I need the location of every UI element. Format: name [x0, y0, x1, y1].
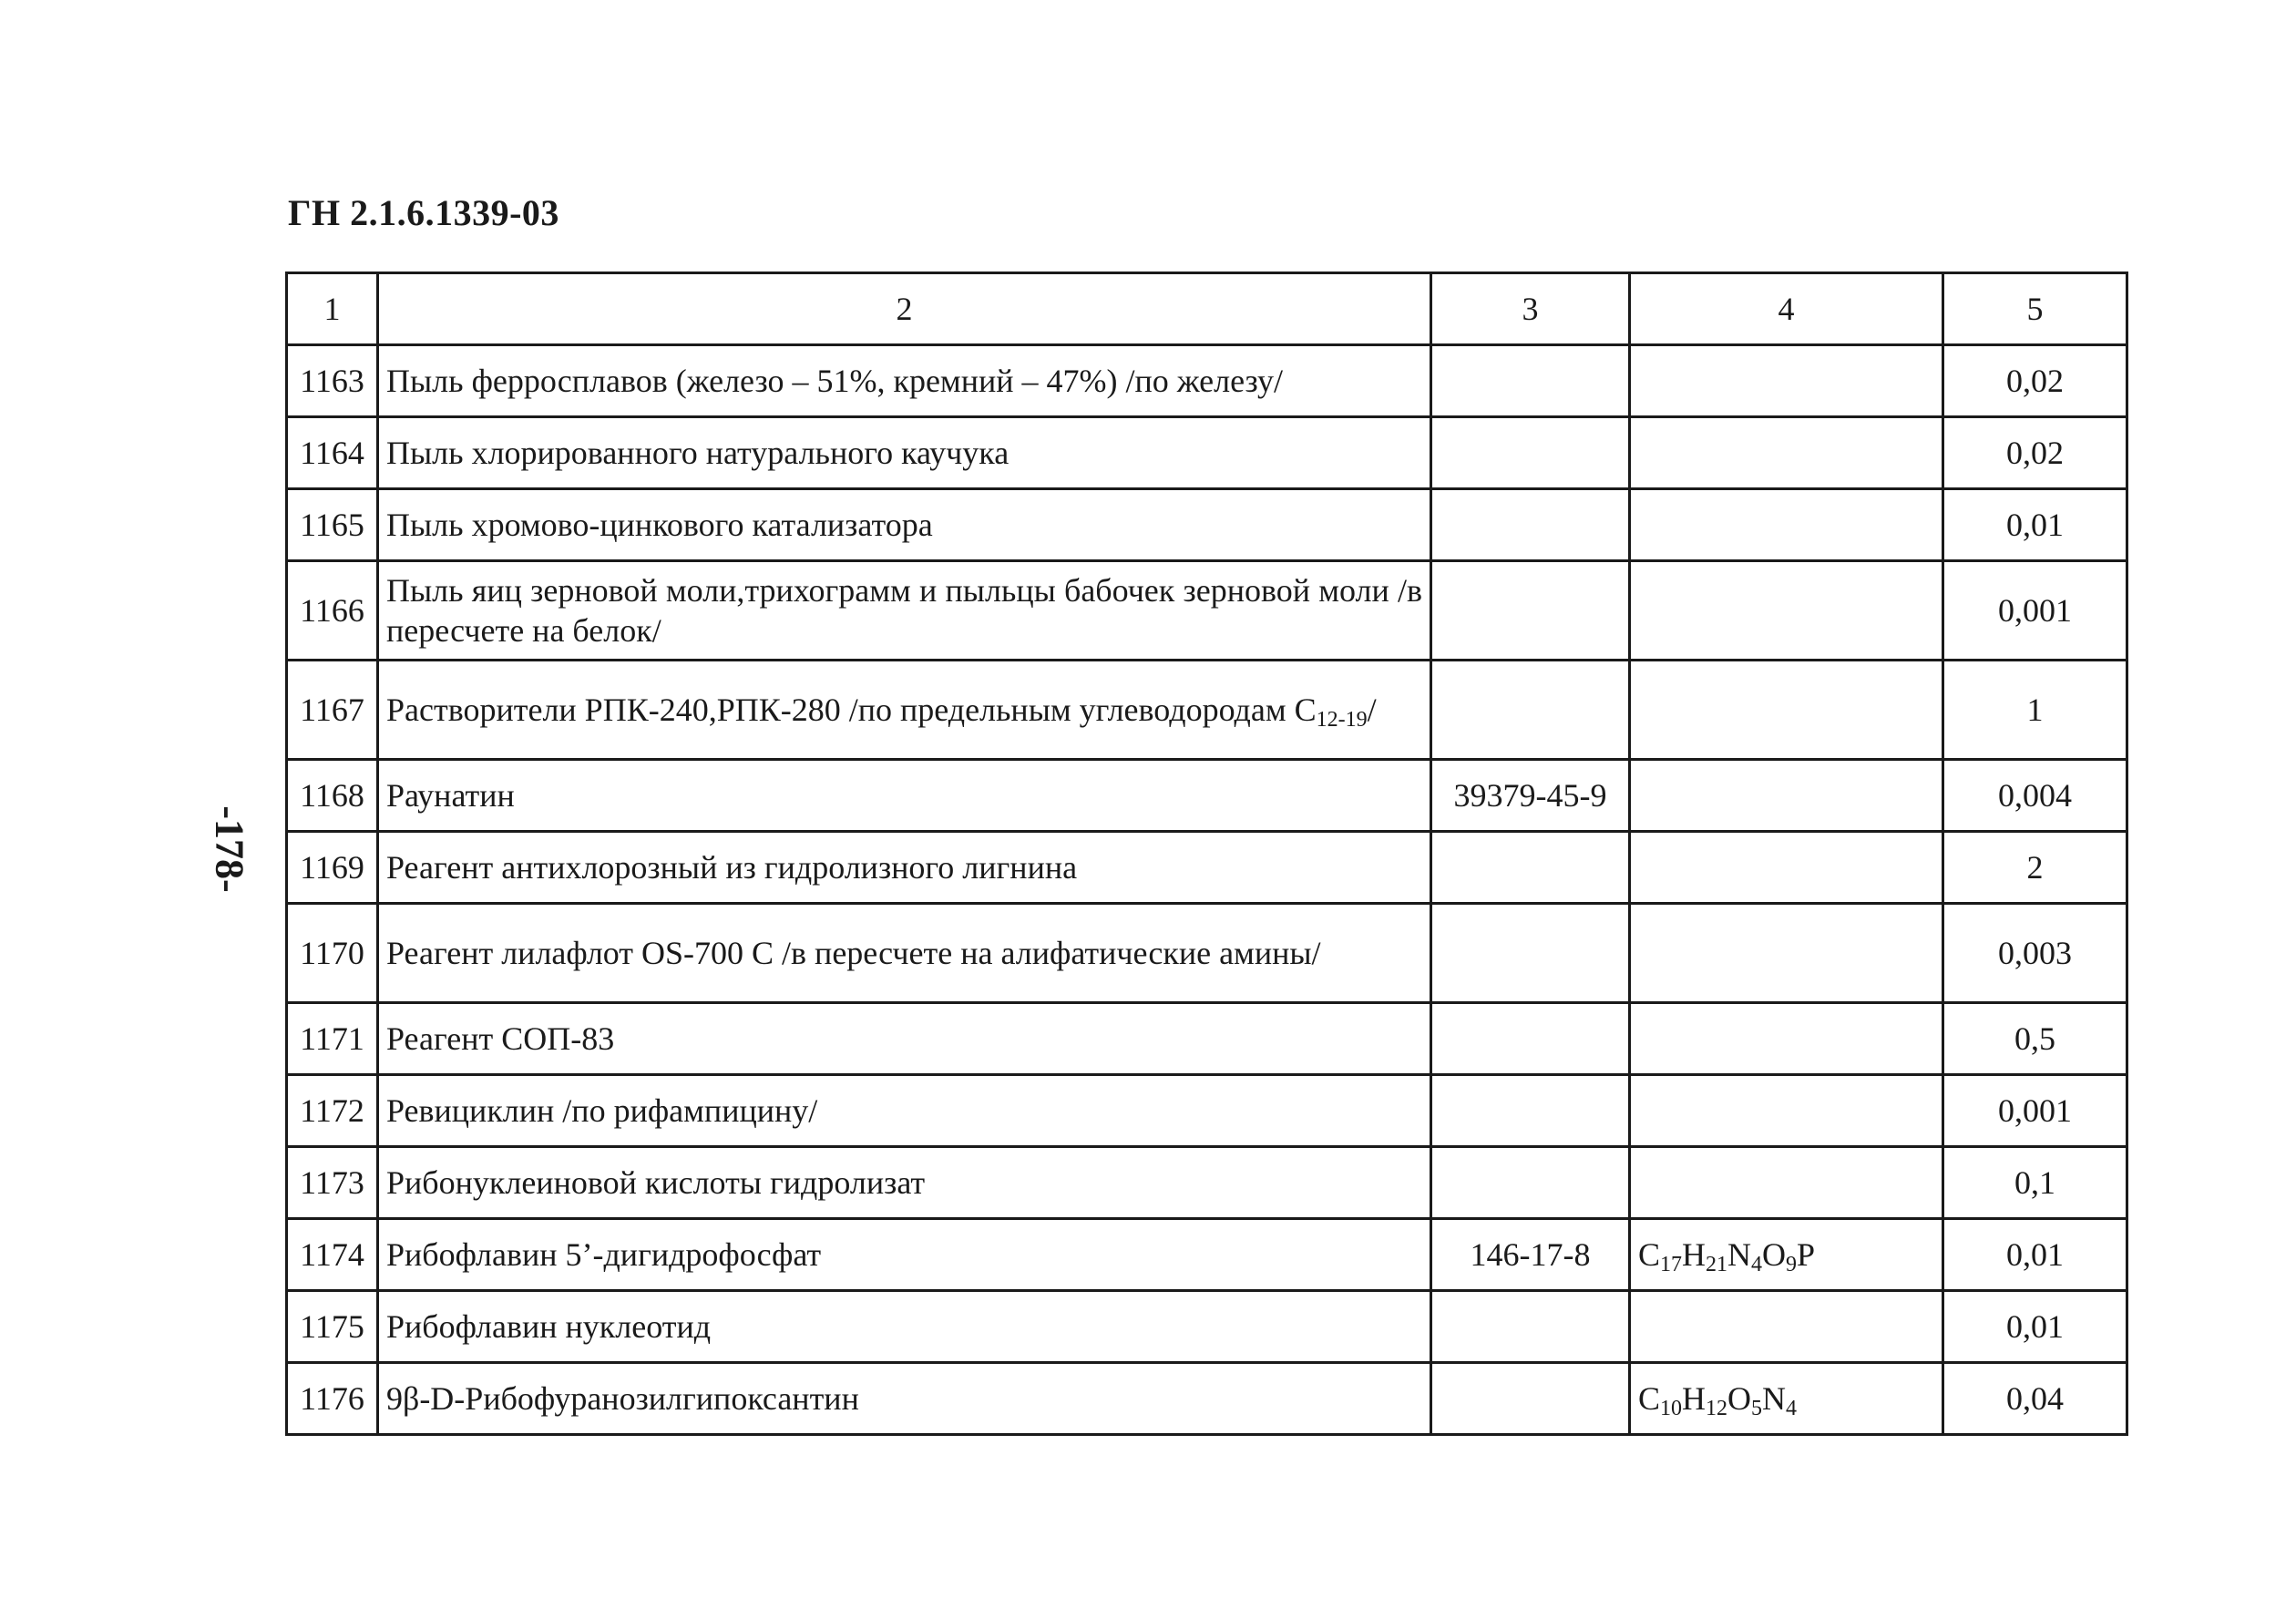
table-row: [287, 1291, 2127, 1363]
substance-name: Рибонуклеиновой кислоты гидролизат: [378, 1147, 1431, 1219]
cas-number: [1431, 661, 1630, 760]
row-number: 1166: [287, 561, 378, 661]
chemical-formula: [1630, 345, 1943, 417]
column-header: 2: [378, 273, 1431, 345]
substance-name: Реагент лилафлот OS-700 C /в пересчете на алифатические амины/: [378, 904, 1431, 1003]
substance-name: Раунатин: [378, 760, 1431, 832]
table-row: [287, 345, 2127, 417]
substance-name: Пыль хлорированного натурального каучука: [378, 417, 1431, 489]
table-row: [287, 417, 2127, 489]
chemical-formula: $C_{10}H_{12}O_5N_4$: [1630, 1363, 1943, 1435]
substance-name: Пыль ферросплавов (железо – 51%, кремний – 47%) /по железу/: [378, 345, 1431, 417]
cas-number: [1431, 904, 1630, 1003]
cas-number: 146-17-8: [1431, 1219, 1630, 1291]
chemical-formula: [1630, 1003, 1943, 1075]
limit-value: 0,01: [1943, 1291, 2127, 1363]
table-row: [287, 1363, 2127, 1435]
page-number: -178-: [207, 805, 252, 893]
table-row: [287, 1003, 2127, 1075]
table-row: [287, 760, 2127, 832]
row-number: 1165: [287, 489, 378, 561]
table-row: [287, 1219, 2127, 1291]
substance-name: Рибофлавин нуклеотид: [378, 1291, 1431, 1363]
limit-value: 0,1: [1943, 1147, 2127, 1219]
cas-number: 39379-45-9: [1431, 760, 1630, 832]
substance-name: Реагент СОП-83: [378, 1003, 1431, 1075]
limit-value: 0,02: [1943, 345, 2127, 417]
substance-name: Ревициклин /по рифампицину/: [378, 1075, 1431, 1147]
cas-number: [1431, 1003, 1630, 1075]
column-header: 1: [287, 273, 378, 345]
substance-name: Пыль яиц зерновой моли,трихограмм и пыльцы бабочек зерновой моли /в пересчете на белок/: [378, 561, 1431, 661]
chemical-formula: [1630, 489, 1943, 561]
cas-number: [1431, 489, 1630, 561]
row-number: 1174: [287, 1219, 378, 1291]
row-number: 1170: [287, 904, 378, 1003]
row-number: 1173: [287, 1147, 378, 1219]
limit-value: 0,5: [1943, 1003, 2127, 1075]
limit-value: 0,004: [1943, 760, 2127, 832]
substance-name: Рибофлавин 5’-дигидрофосфат: [378, 1219, 1431, 1291]
row-number: 1169: [287, 832, 378, 904]
substance-name: Реагент антихлорозный из гидролизного лигнина: [378, 832, 1431, 904]
cas-number: [1431, 1075, 1630, 1147]
cas-number: [1431, 1291, 1630, 1363]
table-row: [287, 904, 2127, 1003]
row-number: 1176: [287, 1363, 378, 1435]
substance-name: Растворители РПК-240,РПК-280 /по предельным углеводородам $C_{12-19}/$: [378, 661, 1431, 760]
table-header-row: [287, 273, 2127, 345]
chemical-formula: [1630, 661, 1943, 760]
cas-number: [1431, 417, 1630, 489]
limit-value: 0,01: [1943, 1219, 2127, 1291]
limit-value: 0,02: [1943, 417, 2127, 489]
table-row: [287, 1075, 2127, 1147]
row-number: 1167: [287, 661, 378, 760]
chemical-formula: [1630, 1291, 1943, 1363]
chemical-formula: [1630, 417, 1943, 489]
limit-value: 0,001: [1943, 561, 2127, 661]
table-row: [287, 1147, 2127, 1219]
cas-number: [1431, 1363, 1630, 1435]
limit-value: 2: [1943, 832, 2127, 904]
limit-value: 0,001: [1943, 1075, 2127, 1147]
cas-number: [1431, 561, 1630, 661]
limit-value: 1: [1943, 661, 2127, 760]
cas-number: [1431, 345, 1630, 417]
limit-value: 0,003: [1943, 904, 2127, 1003]
column-header: 4: [1630, 273, 1943, 345]
table-row: [287, 561, 2127, 661]
document-title: ГН 2.1.6.1339-03: [288, 192, 559, 233]
chemical-formula: [1630, 1147, 1943, 1219]
column-header: 3: [1431, 273, 1630, 345]
row-number: 1168: [287, 760, 378, 832]
row-number: 1164: [287, 417, 378, 489]
substance-name: Пыль хромово-цинкового катализатора: [378, 489, 1431, 561]
row-number: 1163: [287, 345, 378, 417]
cas-number: [1431, 1147, 1630, 1219]
chemical-formula: [1630, 832, 1943, 904]
row-number: 1175: [287, 1291, 378, 1363]
table-body: [287, 273, 2127, 1435]
row-number: 1172: [287, 1075, 378, 1147]
chemical-formula: [1630, 760, 1943, 832]
row-number: 1171: [287, 1003, 378, 1075]
table-row: [287, 489, 2127, 561]
substance-name: 9β-D-Рибофуранозилгипоксантин: [378, 1363, 1431, 1435]
limit-value: 0,01: [1943, 489, 2127, 561]
norms-table: [285, 272, 2128, 1436]
limit-value: 0,04: [1943, 1363, 2127, 1435]
table-row: [287, 832, 2127, 904]
cas-number: [1431, 832, 1630, 904]
column-header: 5: [1943, 273, 2127, 345]
table-row: [287, 661, 2127, 760]
chemical-formula: $C_{17}H_{21}N_4O_9P$: [1630, 1219, 1943, 1291]
chemical-formula: [1630, 904, 1943, 1003]
chemical-formula: [1630, 1075, 1943, 1147]
chemical-formula: [1630, 561, 1943, 661]
